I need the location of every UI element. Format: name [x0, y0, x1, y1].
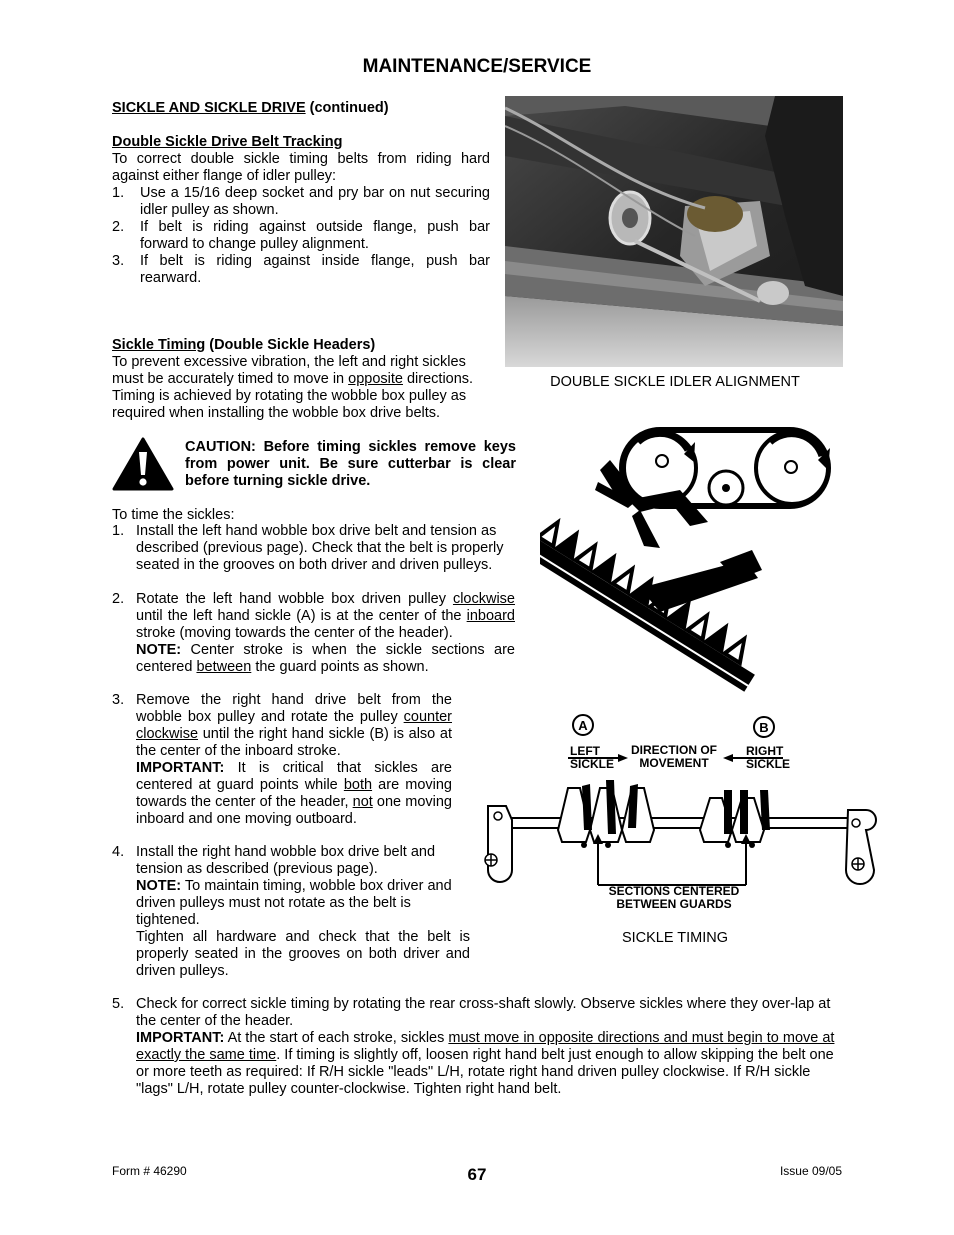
list-item	[112, 996, 842, 1098]
step-number: 3.	[112, 692, 125, 708]
step-number: 1.	[112, 523, 125, 539]
important-underlined: both	[343, 777, 373, 793]
page-title: MAINTENANCE/SERVICE	[362, 56, 592, 77]
centered-label: SECTIONS CENTERED	[608, 884, 740, 898]
important-underlined: not	[352, 794, 373, 810]
note-text: the guard points as shown.	[251, 659, 429, 675]
sickle-timing-diagram	[478, 710, 878, 925]
procedure-intro: To time the sickles:	[112, 507, 235, 523]
warning-icon	[112, 437, 174, 491]
footer-issue: Issue 09/05	[779, 1164, 842, 1178]
list-item	[112, 185, 490, 219]
idler-photo	[505, 96, 843, 367]
step-text: until the left hand sickle (A) is at the center of the	[136, 608, 467, 624]
step-text: stroke (moving towards the center of the header).	[136, 625, 453, 641]
sickle-timing-heading	[112, 337, 490, 354]
pulley-sickle-illustration	[540, 420, 840, 700]
step-text: Check for correct sickle timing by rotating the rear cross-shaft slowly. Observe sickles where they over-lap at the center of the header.	[136, 996, 831, 1029]
photo-caption: DOUBLE SICKLE IDLER ALIGNMENT	[550, 374, 800, 390]
sickle-timing-block	[112, 337, 490, 422]
list-item	[112, 253, 490, 287]
sickle-timing-heading-rest: (Double Sickle Headers)	[205, 337, 376, 353]
step-text: If belt is riding against inside flange, push bar rearward.	[140, 253, 490, 286]
page-number: 67	[467, 1165, 487, 1184]
step-text-underlined: clockwise	[452, 591, 515, 607]
important-text: are moving towards the center of the header,	[136, 777, 452, 810]
step-text-underlined: inboard	[466, 608, 515, 624]
left-sickle-label: LEFT	[570, 744, 600, 758]
step-text: Install the left hand wobble box drive belt and tension as described (previous page). Check that the belt is properly seated in the grooves on both driver and driven pulleys.	[136, 523, 504, 573]
belt-tracking-heading: Double Sickle Drive Belt Tracking	[112, 134, 343, 150]
important-text: one moving inboard and one moving outboard.	[136, 794, 452, 827]
step-number: 2.	[112, 591, 125, 607]
list-item	[112, 692, 452, 828]
important-label: IMPORTANT:	[136, 760, 225, 776]
right-sickle-label: RIGHT	[746, 744, 784, 758]
list-item	[112, 219, 490, 253]
note-text: Center stroke is when the sickle sections are centered	[136, 642, 515, 675]
note-text: To maintain timing, wobble box driver and driven pulleys must not rotate as the belt is tightened.	[136, 878, 452, 928]
belt-tracking-intro: To correct double sickle timing belts from riding hard against either flange of idler pulley:	[112, 151, 490, 184]
idler-photo-image	[505, 96, 843, 367]
important-text: At the start of each stroke, sickles	[224, 1030, 449, 1046]
caution-text: CAUTION: Before timing sickles remove keys from power unit. Be sure cutterbar is clear before turning sickle drive.	[185, 439, 516, 489]
step-text: If belt is riding against outside flange, push bar forward to change pulley alignment.	[140, 219, 490, 252]
step-number: 4.	[112, 844, 125, 860]
important-underlined: must move in opposite directions and must begin to move at exactly the same time	[136, 1030, 835, 1063]
left-sickle-label: SICKLE	[570, 757, 615, 771]
step-text: Rotate the left hand wobble box driven pulley	[136, 591, 453, 607]
section-heading	[112, 100, 490, 117]
right-sickle-label: SICKLE	[746, 757, 791, 771]
step-text: Remove the right hand drive belt from the wobble box pulley and rotate the pulley	[136, 692, 452, 725]
step-text: until the right hand sickle (B) is also at the center of the inboard stroke.	[136, 726, 452, 759]
step-number: 1.	[112, 185, 125, 201]
label-b: B	[759, 720, 769, 735]
step-text-underlined: counter clockwise	[136, 709, 452, 742]
section-title: SICKLE AND SICKLE DRIVE	[112, 100, 306, 116]
direction-label: MOVEMENT	[639, 756, 709, 770]
note-label: NOTE:	[136, 642, 182, 658]
belt-tracking-block	[112, 134, 490, 287]
footer-form: Form # 46290	[112, 1164, 187, 1178]
centered-label: BETWEEN GUARDS	[616, 897, 732, 911]
tighten-text: Tighten all hardware and check that the belt is properly seated in the grooves on both driver and driven pulleys.	[136, 929, 470, 979]
list-item	[112, 844, 452, 929]
note-label: NOTE:	[136, 878, 182, 894]
step-number: 3.	[112, 253, 125, 269]
step-number: 5.	[112, 996, 125, 1012]
intro-text-2: directions. Timing is achieved by rotating the wobble box pulley as required when installing the wobble box drive belts.	[112, 371, 474, 421]
intro-underlined: opposite	[348, 371, 403, 387]
important-label: IMPORTANT:	[136, 1030, 225, 1046]
sickle-timing-heading-main: Sickle Timing	[112, 337, 206, 353]
sickle-timing-intro	[112, 354, 490, 422]
step-number: 2.	[112, 219, 125, 235]
section-title-suffix: (continued)	[305, 100, 389, 116]
intro-text: To prevent excessive vibration, the left and right sickles must be accurately timed to move in	[112, 354, 466, 387]
diagram-caption: SICKLE TIMING	[621, 930, 729, 946]
step-text: Use a 15/16 deep socket and pry bar on nut securing idler pulley as shown.	[140, 185, 490, 218]
important-text: . If timing is slightly off, loosen right hand belt just enough to allow skipping the belt one or more teeth as required: If R/H sickle "leads" L/H, rotate right hand driven pulley clockwise. If R/H sickle "lags" L/H, rotate pulley counter-clockwise. Tighten right hand belt.	[136, 1047, 834, 1097]
important-text: It is critical that sickles are centered at guard points while	[136, 760, 452, 793]
list-item	[112, 523, 515, 574]
label-a: A	[578, 718, 588, 733]
note-underlined: between	[196, 659, 252, 675]
direction-label: DIRECTION OF	[631, 743, 717, 757]
step-text: Install the right hand wobble box drive belt and tension as described (previous page).	[136, 844, 436, 877]
list-item	[112, 591, 515, 676]
